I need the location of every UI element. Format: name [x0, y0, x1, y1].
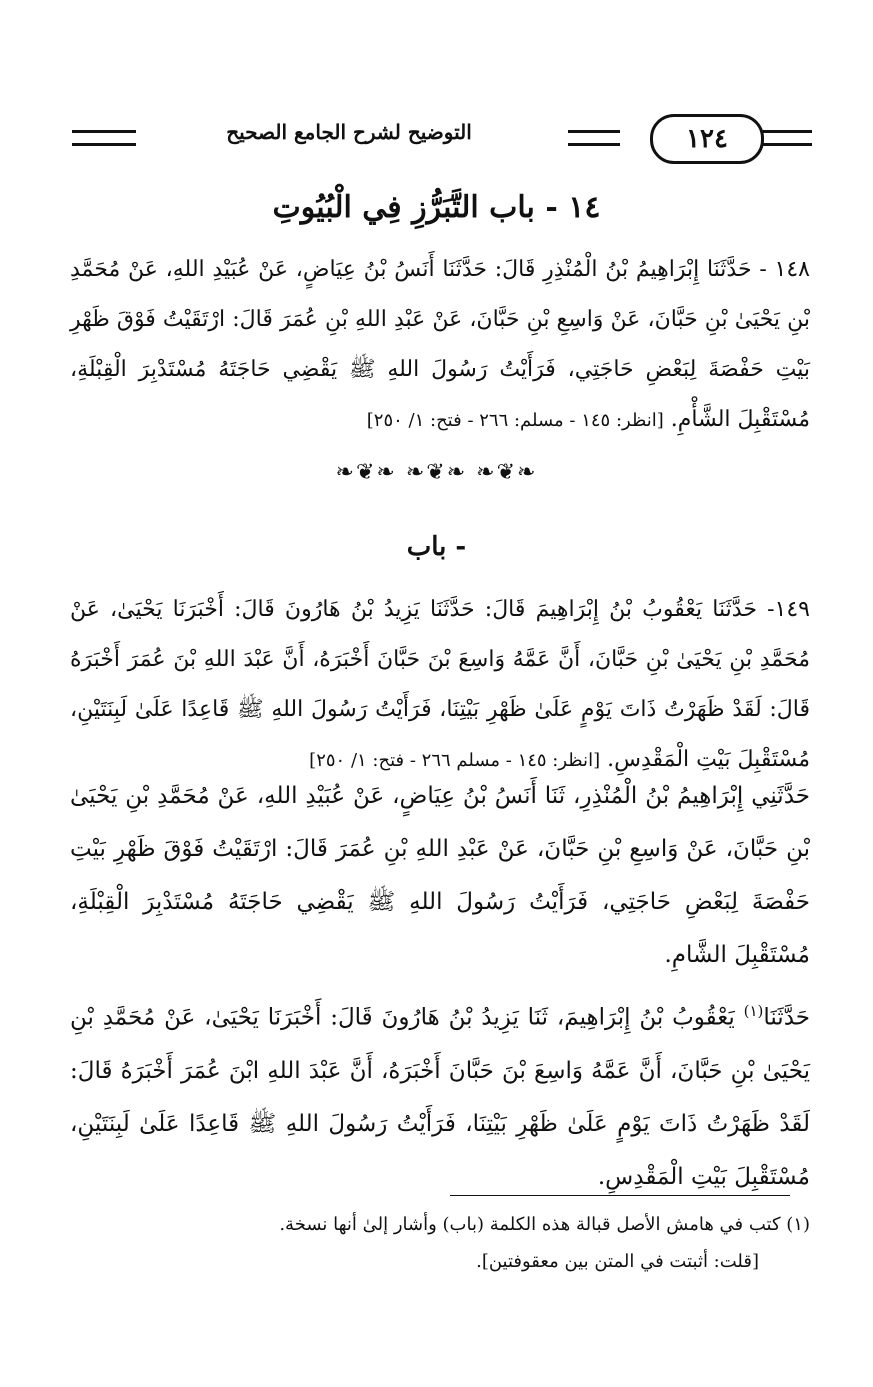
bab-heading: - باب [406, 532, 467, 562]
hadith-149-reference: [انظر: ١٤٥ - مسلم ٢٦٦ - فتح: ١/ ٢٥٠] [309, 750, 601, 771]
page-number: ١٢٤ [650, 114, 764, 164]
variant-2-lead: حَدَّثَنَا [763, 1004, 810, 1031]
footnote-marker[interactable]: (١) [743, 1002, 764, 1020]
hadith-148 [70, 245, 810, 446]
variant-1-text: حَدَّثَنِي إِبْرَاهِيمُ بْنُ الْمُنْذِرِ، ثَنَا أَنَسُ بْنُ عِيَاضٍ، عَنْ عُبَيْدِ اللهِ، عَنْ مُحَمَّدِ بْنِ يَحْيَىٰ بْنِ حَبَّانَ، عَنْ وَاسِعِ بْنِ حَبَّانَ، عَنْ عَبْدِ اللهِ بْنِ عُمَرَ قَالَ: ارْتَقَيْتُ فَوْقَ ظَهْرِ بَيْتِ حَفْصَةَ لِبَعْضِ حَاجَتِي، فَرَأَيْتُ رَسُولَ اللهِ ﷺ يَقْضِي حَاجَتَهُ مُسْتَدْبِرَ الْقِبْلَةِ، مُسْتَقْبِلَ الشَّامِ. [70, 783, 810, 968]
variant-narration-1 [70, 770, 810, 982]
hadith-148-text: ١٤٨ - حَدَّثَنَا إِبْرَاهِيمُ بْنُ الْمُنْذِرِ قَالَ: حَدَّثَنَا أَنَسُ بْنُ عِيَاضٍ، عَنْ عُبَيْدِ اللهِ، عَنْ مُحَمَّدِ بْنِ يَحْيَىٰ بْنِ حَبَّانَ، عَنْ وَاسِعِ بْنِ حَبَّانَ، عَنْ عَبْدِ اللهِ بْنِ عُمَرَ قَالَ: ارْتَقَيْتُ فَوْقَ ظَهْرِ بَيْتِ حَفْصَةَ لِبَعْضِ حَاجَتِي، فَرَأَيْتُ رَسُولَ اللهِ ﷺ يَقْضِي حَاجَتَهُ مُسْتَدْبِرَ الْقِبْلَةِ، مُسْتَقْبِلَ الشَّأْمِ. [70, 257, 810, 432]
hadith-149-text: ١٤٩- حَدَّثَنَا يَعْقُوبُ بْنُ إِبْرَاهِيمَ قَالَ: حَدَّثَنَا يَزِيدُ بْنُ هَارُونَ قَالَ: أَخْبَرَنَا يَحْيَىٰ، عَنْ مُحَمَّدِ بْنِ يَحْيَىٰ بْنِ حَبَّانَ، أَنَّ عَمَّهُ وَاسِعَ بْنَ حَبَّانَ أَخْبَرَهُ، أَنَّ عَبْدَ اللهِ بْنَ عُمَرَ أَخْبَرَهُ قَالَ: لَقَدْ ظَهَرْتُ ذَاتَ يَوْمٍ عَلَىٰ ظَهْرِ بَيْتِنَا، فَرَأَيْتُ رَسُولَ اللهِ ﷺ قَاعِدًا عَلَىٰ لَبِنَتَيْنِ، مُسْتَقْبِلَ بَيْتِ الْمَقْدِسِ. [70, 597, 810, 772]
header-rule-left [72, 130, 136, 146]
footnote-separator [450, 1195, 790, 1196]
header-rule-right [756, 130, 812, 146]
footnote-1-continuation: [قلت: أثبتت في المتن بين معقوفتين]. [476, 1251, 759, 1272]
hadith-149 [70, 585, 810, 786]
hadith-148-reference: [انظر: ١٤٥ - مسلم: ٢٦٦ - فتح: ١/ ٢٥٠] [366, 410, 664, 431]
header-rule-middle [568, 130, 620, 146]
book-title: التوضيح لشرح الجامع الصحيح [226, 120, 472, 144]
chapter-title: ١٤ - باب التَّبَرُّزِ فِي الْبُيُوتِ [272, 190, 601, 225]
variant-2-text: يَعْقُوبُ بْنُ إِبْرَاهِيمَ، ثَنَا يَزِيدُ بْنُ هَارُونَ قَالَ: أَخْبَرَنَا يَحْيَىٰ، عَنْ مُحَمَّدِ بْنِ يَحْيَىٰ بْنِ حَبَّانَ، أَنَّ عَمَّهُ وَاسِعَ بْنَ حَبَّانَ أَخْبَرَهُ، أَنَّ عَبْدَ اللهِ ابْنَ عُمَرَ أَخْبَرَهُ قَالَ: لَقَدْ ظَهَرْتُ ذَاتَ يَوْمٍ عَلَىٰ ظَهْرِ بَيْتِنَا، فَرَأَيْتُ رَسُولَ اللهِ ﷺ قَاعِدًا عَلَىٰ لَبِنَتَيْنِ، مُسْتَقْبِلَ بَيْتِ الْمَقْدِسِ. [70, 1004, 810, 1190]
ornament-divider: ❧❦❧ ❧❦❧ ❧❦❧ [335, 460, 538, 485]
page-header [72, 112, 812, 162]
footnote-1: (١) كتب في هامش الأصل قبالة هذه الكلمة (باب) وأشار إلىٰ أنها نسخة. [279, 1214, 810, 1235]
variant-narration-2 [70, 985, 810, 1204]
